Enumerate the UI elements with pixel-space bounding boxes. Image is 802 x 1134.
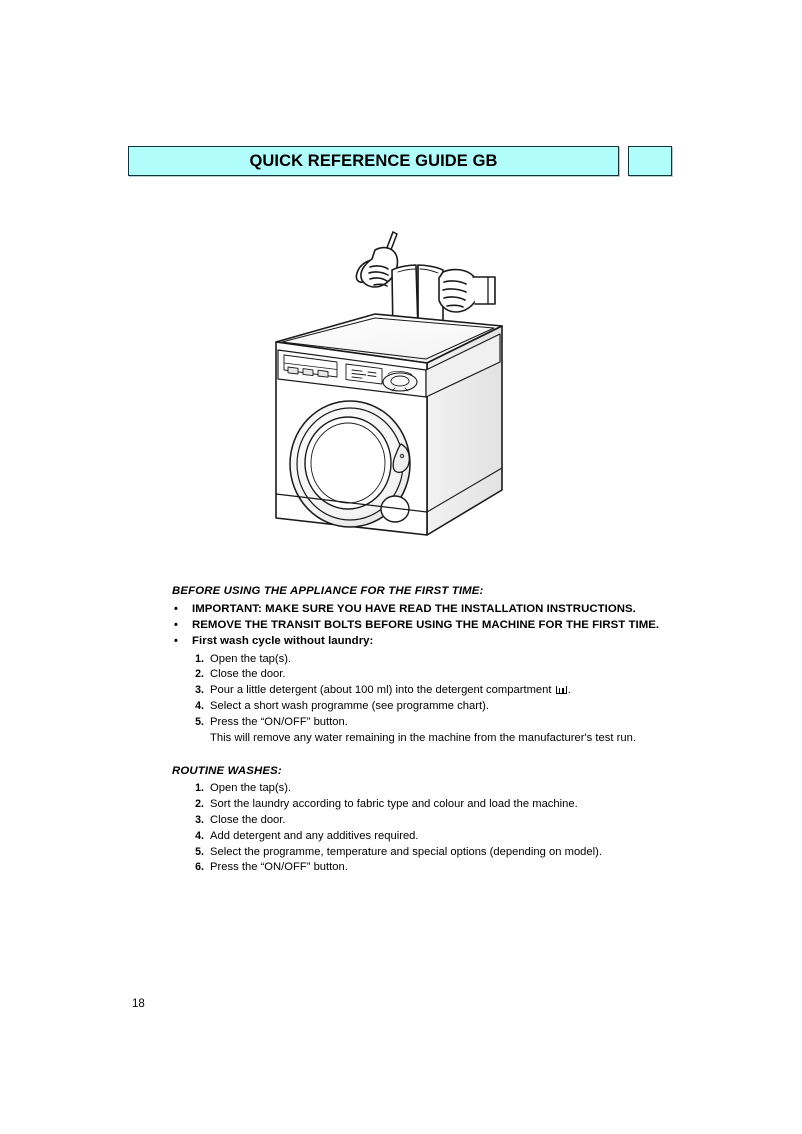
section-heading: ROUTINE WASHES: [172,765,282,778]
step-number: 2. [195,798,204,811]
bullet-icon: • [174,603,178,615]
section-heading: BEFORE USING THE APPLIANCE FOR THE FIRST TIME: [172,585,484,597]
section-routine-washes [172,765,712,876]
first-use-bullet-list [172,601,712,650]
list-item [172,633,712,649]
step-text-tail: . [567,684,571,697]
step-text: Select a short wash programme (see programme chart). [210,700,489,712]
list-item [172,813,712,829]
step-number: 5. [195,715,204,728]
step-note: This will remove any water remaining in the machine from the manufacturer's test run. [210,731,637,744]
list-item [172,829,712,845]
step-number: 4. [195,829,204,842]
step-number: 4. [195,700,204,712]
step-text: Close the door. [210,668,286,681]
list-item [172,860,712,876]
routine-wash-step-list [172,781,712,876]
washing-machine-body [276,314,502,535]
step-text: Open the tap(s). [210,652,292,665]
step-text: Press the “ON/OFF” button. [210,715,348,728]
step-text: Add detergent and any additives required. [210,829,419,842]
step-number: 1. [195,782,204,795]
step-text: Pour a little detergent (about 100 ml) into the detergent compartment [210,684,555,697]
list-item [172,617,712,633]
list-item [172,652,712,668]
list-item [172,683,712,699]
list-item [172,715,712,747]
step-number: 5. [195,845,204,858]
detergent-drawer-icon [556,686,567,694]
bullet-icon: • [174,635,178,648]
page-number: 18 [132,998,145,1010]
bullet-icon: • [174,619,178,632]
page-title: QUICK REFERENCE GUIDE GB [249,151,498,170]
list-item [172,601,712,617]
bullet-text: IMPORTANT: MAKE SURE YOU HAVE READ THE INSTALLATION INSTRUCTIONS. [192,603,636,615]
step-text: Close the door. [210,813,286,826]
list-item [172,797,712,813]
list-item [172,667,712,683]
list-item [172,781,712,797]
header-banner-row [128,146,672,176]
step-number: 2. [195,668,204,681]
instructions-content [172,585,712,876]
list-item [172,699,712,715]
washing-machine-illustration [262,222,532,572]
quick-reference-guide-banner [128,146,619,176]
step-text: Open the tap(s). [210,782,292,795]
section-before-first-use [172,585,712,746]
step-number: 1. [195,652,204,665]
step-number: 3. [195,684,204,697]
step-number: 3. [195,813,204,826]
first-use-step-list [172,652,712,747]
step-text: Press the “ON/OFF” button. [210,861,348,874]
bullet-text: REMOVE THE TRANSIT BOLTS BEFORE USING THE MACHINE FOR THE FIRST TIME. [192,619,660,632]
list-item [172,845,712,861]
step-text: Select the programme, temperature and special options (depending on model). [210,845,603,858]
step-text: Sort the laundry according to fabric type and colour and load the machine. [210,798,578,811]
header-side-box [628,146,672,176]
step-number: 6. [195,861,204,874]
bullet-text: First wash cycle without laundry: [192,635,374,648]
